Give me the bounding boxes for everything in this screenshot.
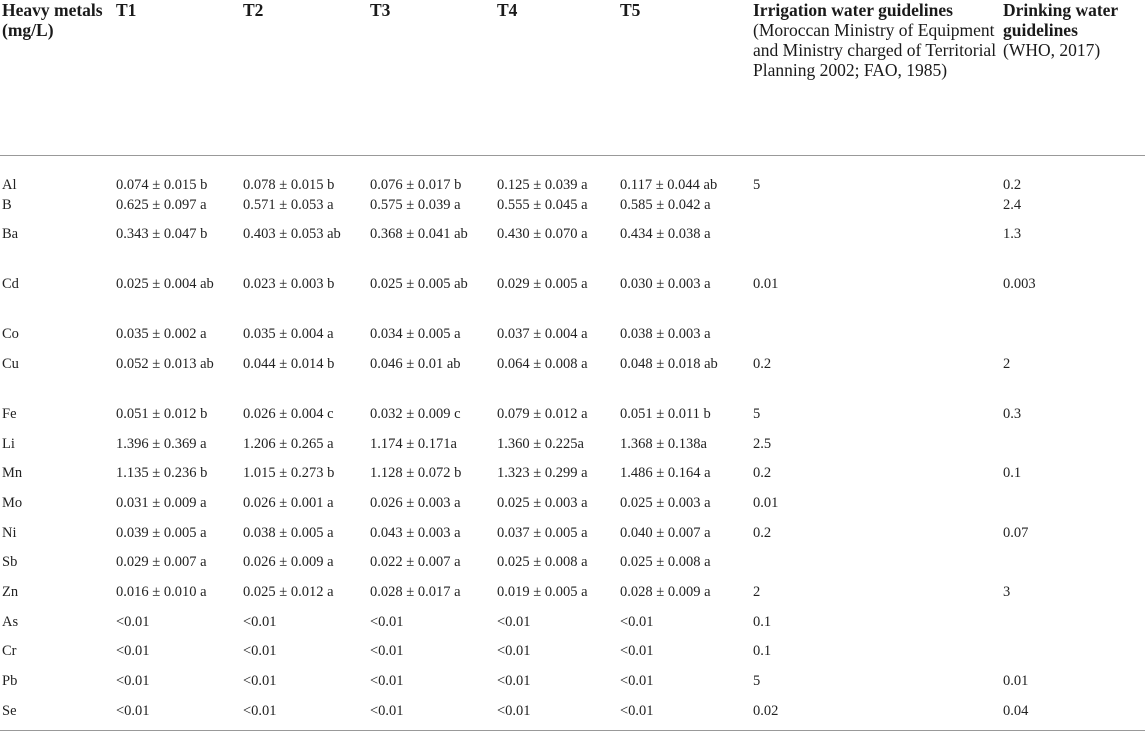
cell-t3: 0.368 ± 0.041 ab [370,226,468,243]
cell-irr: 0.2 [753,524,772,541]
cell-t3: <0.01 [370,673,404,690]
table-row [0,671,1145,701]
header-row [0,0,1145,155]
cell-t4: <0.01 [497,701,620,731]
cell-irr [753,195,1003,225]
table-row [0,434,1145,464]
cell-metal: Ba [2,226,19,243]
cell-irr [753,324,1003,354]
cell-t4: 0.025 ± 0.003 a [497,494,588,511]
cell-t2: 0.026 ± 0.004 c [243,405,334,422]
cell-t5: 0.030 ± 0.003 a [620,276,711,293]
table-row [0,641,1145,671]
cell-t2: 0.078 ± 0.015 b [243,176,335,193]
cell-t5: 0.051 ± 0.011 b [620,405,711,422]
cell-irr: 5 [753,673,761,690]
cell-t3: <0.01 [370,613,404,630]
cell-drink: 0.07 [1003,524,1029,541]
cell-t1: 0.343 ± 0.047 b [116,226,208,243]
cell-irr: 0.2 [753,355,772,372]
cell-t1: 0.074 ± 0.015 b [116,176,208,193]
cell-drink [1003,493,1145,523]
cell-t5: <0.01 [620,643,654,660]
cell-t5: 0.048 ± 0.018 ab [620,355,718,372]
cell-irr: 0.2 [753,465,772,482]
cell-t2: 0.035 ± 0.004 a [243,326,334,343]
cell-t5: <0.01 [620,701,753,731]
cell-t1: 0.035 ± 0.002 a [116,326,207,343]
cell-drink: 2.4 [1003,196,1022,213]
cell-t1: 0.031 ± 0.009 a [116,494,207,511]
cell-irr: 2 [753,584,761,600]
cell-t3: 0.034 ± 0.005 a [370,326,461,343]
cell-t5: 0.585 ± 0.042 a [620,196,711,213]
cell-irr: 0.1 [753,643,772,660]
cell-t2: 0.571 ± 0.053 a [243,196,334,213]
cell-metal: Mn [2,465,23,482]
cell-t4: 0.079 ± 0.012 a [497,405,588,422]
cell-metal: Al [2,176,17,193]
cell-t1: <0.01 [116,673,150,690]
cell-drink: 0.2 [1003,176,1022,193]
cell-irr [753,224,1003,274]
table-row [0,493,1145,523]
cell-drink: 0.003 [1003,276,1036,293]
header-t5: T5 [620,0,753,155]
cell-drink [1003,434,1145,464]
cell-t4: 0.025 ± 0.008 a [497,554,588,571]
cell-t3: 0.025 ± 0.005 ab [370,276,468,293]
cell-t2: 1.015 ± 0.273 b [243,465,335,482]
cell-t3: <0.01 [370,643,404,660]
cell-t1: 0.625 ± 0.097 a [116,196,207,213]
cell-t1: 0.039 ± 0.005 a [116,524,207,541]
table-row [0,224,1145,274]
cell-t4: 1.360 ± 0.225a [497,435,584,452]
cell-t4: 0.064 ± 0.008 a [497,355,588,372]
cell-t3: <0.01 [370,701,497,731]
table-row [0,404,1145,434]
cell-t4: 1.323 ± 0.299 a [497,465,588,482]
cell-t4: 0.555 ± 0.045 a [497,196,588,213]
header-metals: Heavy metals (mg/L) [0,0,116,155]
cell-t2: <0.01 [243,701,370,731]
cell-t5: 0.028 ± 0.009 a [620,584,711,600]
cell-t3: 0.028 ± 0.017 a [370,584,461,600]
cell-t2: 1.206 ± 0.265 a [243,435,334,452]
cell-t1: 0.051 ± 0.012 b [116,405,208,422]
cell-metal: B [2,196,12,213]
cell-irr [753,552,1003,582]
cell-t4: <0.01 [497,673,531,690]
cell-t4: 0.037 ± 0.005 a [497,524,588,541]
cell-t5: <0.01 [620,613,654,630]
cell-metal: Se [0,701,116,731]
cell-t5: 0.040 ± 0.007 a [620,524,711,541]
cell-t4: <0.01 [497,613,531,630]
table-body [0,155,1145,730]
drinking-title: Drinking water guidelines [1003,0,1118,40]
header-t3: T3 [370,0,497,155]
cell-drink: 0.04 [1003,701,1145,731]
cell-t4: <0.01 [497,643,531,660]
cell-drink [1003,641,1145,671]
cell-irr: 0.1 [753,613,772,630]
table-row [0,155,1145,195]
cell-drink [1003,612,1145,642]
cell-irr: 2.5 [753,435,772,452]
cell-drink: 3 [1003,584,1011,600]
table-row [0,582,1145,612]
cell-t1: 0.029 ± 0.007 a [116,554,207,571]
table-row [0,274,1145,324]
header-irrigation [753,0,1003,155]
cell-t2: 0.044 ± 0.014 b [243,355,335,372]
cell-t4: 0.019 ± 0.005 a [497,584,588,600]
cell-t3: 0.022 ± 0.007 a [370,554,461,571]
table-row [0,354,1145,404]
table-row [0,612,1145,642]
cell-t4: 0.125 ± 0.039 a [497,176,588,193]
cell-drink [1003,324,1145,354]
cell-metal: Pb [2,673,18,690]
cell-t1: <0.01 [116,643,150,660]
cell-t2: 0.026 ± 0.009 a [243,554,334,571]
cell-drink: 1.3 [1003,226,1022,243]
cell-t2: <0.01 [243,613,277,630]
cell-t1: 1.135 ± 0.236 b [116,465,208,482]
cell-irr: 0.01 [753,276,779,293]
cell-drink: 0.01 [1003,673,1029,690]
cell-t4: 0.037 ± 0.004 a [497,326,588,343]
cell-drink: 0.1 [1003,465,1022,482]
cell-t3: 0.046 ± 0.01 ab [370,355,461,372]
cell-t5: 1.486 ± 0.164 a [620,465,711,482]
header-t4: T4 [497,0,620,155]
cell-t1: <0.01 [116,701,243,731]
header-t1: T1 [116,0,243,155]
irrigation-source: (Moroccan Ministry of Equipment and Ministry charged of Territorial Planning 2002; FAO, 1985) [753,20,997,80]
cell-t1: 0.025 ± 0.004 ab [116,276,214,293]
cell-t3: 0.575 ± 0.039 a [370,196,461,213]
cell-t1: <0.01 [116,613,150,630]
cell-t5: 0.025 ± 0.003 a [620,494,711,511]
table-row [0,701,1145,731]
cell-metal: Co [2,326,19,343]
cell-metal: Sb [2,554,18,571]
cell-t2: 0.025 ± 0.012 a [243,584,334,600]
cell-metal: Li [2,435,15,452]
table-row [0,324,1145,354]
cell-t4: 0.430 ± 0.070 a [497,226,588,243]
table-row [0,523,1145,553]
header-t2: T2 [243,0,370,155]
cell-irr: 5 [753,405,761,422]
cell-metal: Ni [2,524,17,541]
cell-irr: 0.02 [753,701,1003,731]
cell-t3: 1.128 ± 0.072 b [370,465,462,482]
cell-t3: 1.174 ± 0.171a [370,435,457,452]
cell-metal: Zn [2,584,19,600]
cell-t5: 1.368 ± 0.138a [620,435,707,452]
cell-drink [1003,552,1145,582]
cell-t2: 0.038 ± 0.005 a [243,524,334,541]
cell-t4: 0.029 ± 0.005 a [497,276,588,293]
cell-t5: 0.117 ± 0.044 ab [620,176,718,193]
cell-irr: 0.01 [753,494,779,511]
cell-t3: 0.032 ± 0.009 c [370,405,461,422]
cell-t3: 0.026 ± 0.003 a [370,494,461,511]
cell-metal: Fe [2,405,17,422]
header-drinking [1003,0,1145,155]
drinking-source: (WHO, 2017) [1003,40,1101,60]
irrigation-title: Irrigation water guidelines [753,0,953,20]
cell-metal: Mo [2,494,23,511]
cell-t3: 0.076 ± 0.017 b [370,176,462,193]
cell-t5: 0.025 ± 0.008 a [620,554,711,571]
cell-t1: 0.016 ± 0.010 a [116,584,207,600]
cell-t2: 0.023 ± 0.003 b [243,276,335,293]
cell-drink: 2 [1003,355,1011,372]
cell-t5: 0.434 ± 0.038 a [620,226,711,243]
cell-t5: 0.038 ± 0.003 a [620,326,711,343]
cell-metal: Cu [2,355,19,372]
table-row [0,552,1145,582]
cell-t5: <0.01 [620,673,654,690]
cell-t2: 0.403 ± 0.053 ab [243,226,341,243]
cell-t1: 1.396 ± 0.369 a [116,435,207,452]
cell-t2: 0.026 ± 0.001 a [243,494,334,511]
cell-t2: <0.01 [243,673,277,690]
table-row [0,195,1145,225]
table-row [0,463,1145,493]
cell-irr: 5 [753,176,761,193]
cell-t3: 0.043 ± 0.003 a [370,524,461,541]
cell-metal: Cr [2,643,17,660]
cell-t2: <0.01 [243,643,277,660]
cell-metal: Cd [2,276,19,293]
cell-drink: 0.3 [1003,405,1022,422]
cell-t1: 0.052 ± 0.013 ab [116,355,214,372]
cell-metal: As [2,613,19,630]
